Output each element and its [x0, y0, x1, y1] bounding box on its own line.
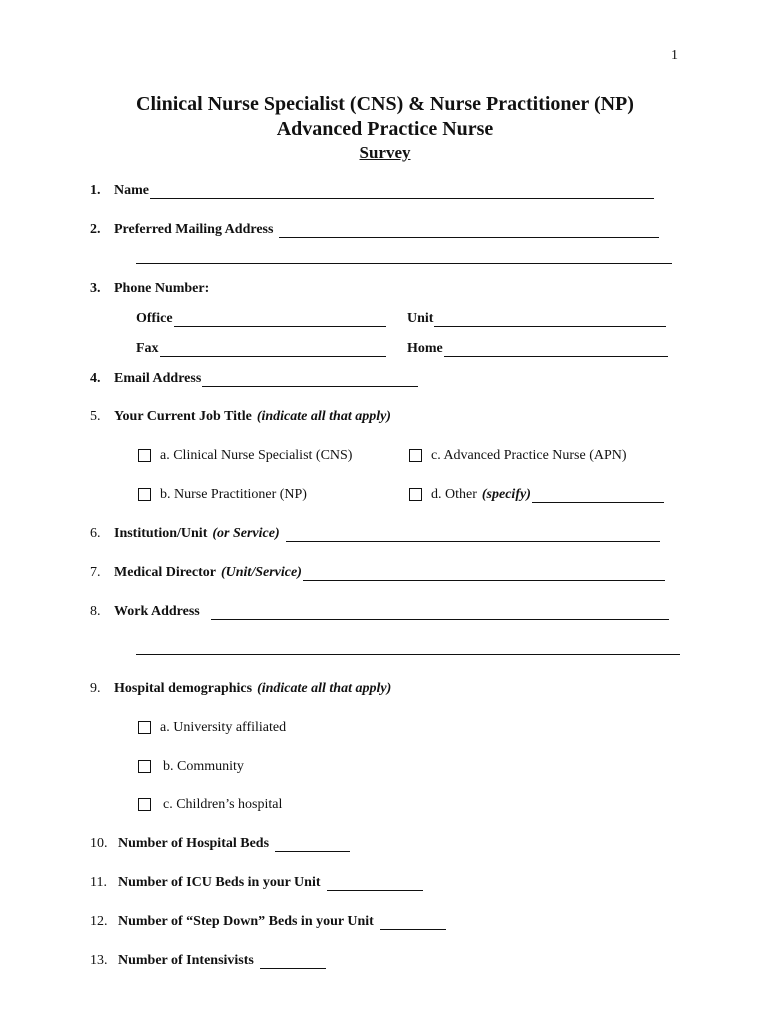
mailing-address-label: Preferred Mailing Address: [114, 222, 274, 237]
checkbox[interactable]: [409, 449, 422, 462]
hospital-demographics-hint: (indicate all that apply): [257, 681, 392, 696]
checkbox[interactable]: [138, 798, 151, 811]
hospital-demographics-label: Hospital demographics: [114, 681, 253, 696]
checkbox[interactable]: [409, 488, 422, 501]
checkbox[interactable]: [138, 488, 151, 501]
office-phone-field[interactable]: [174, 312, 386, 327]
question-11: [90, 873, 423, 891]
question-7: [90, 563, 665, 581]
question-3: [90, 279, 209, 297]
specify-hint: (specify): [481, 487, 531, 502]
step-down-beds-label: Number of “Step Down” Beds in your Unit: [118, 914, 374, 929]
job-option-np[interactable]: [138, 485, 307, 503]
intensivists-field[interactable]: [260, 954, 326, 969]
question-number: 11.: [90, 875, 107, 890]
question-12: [90, 912, 446, 930]
question-number: 2.: [90, 222, 101, 237]
phone-number-label: Phone Number:: [114, 281, 210, 296]
fax-field[interactable]: [160, 342, 386, 357]
job-title-label: Your Current Job Title: [114, 409, 252, 424]
home-phone-field[interactable]: [444, 342, 668, 357]
question-number: 3.: [90, 281, 101, 296]
question-number: 10.: [90, 836, 108, 851]
hospital-option-university[interactable]: [138, 718, 286, 736]
icu-beds-field[interactable]: [327, 876, 423, 891]
fax-row: [136, 339, 386, 357]
unit-phone-row: [407, 309, 666, 327]
fax-label: Fax: [136, 341, 159, 356]
hospital-option-community[interactable]: [138, 757, 244, 775]
question-number: 7.: [90, 565, 101, 580]
home-label: Home: [407, 341, 443, 356]
name-label: Name: [114, 183, 149, 198]
question-13: [90, 951, 326, 969]
checkbox[interactable]: [138, 760, 151, 773]
question-5: [90, 407, 391, 425]
question-number: 4.: [90, 371, 101, 386]
option-label: b. Community: [163, 759, 244, 774]
work-address-label: Work Address: [114, 604, 200, 619]
medical-director-label: Medical Director: [114, 565, 216, 580]
question-number: 6.: [90, 526, 101, 541]
job-option-other[interactable]: [409, 485, 664, 503]
institution-field[interactable]: [286, 527, 660, 542]
question-1: [90, 181, 654, 199]
question-4: [90, 369, 418, 387]
option-label: c. Children’s hospital: [163, 797, 283, 812]
mailing-address-field[interactable]: [279, 223, 659, 238]
work-address-field-line2[interactable]: [136, 654, 680, 655]
page-number: 1: [671, 48, 678, 63]
job-title-hint: (indicate all that apply): [256, 409, 391, 424]
hospital-option-childrens[interactable]: [138, 795, 282, 813]
question-number: 9.: [90, 681, 101, 696]
home-phone-row: [407, 339, 668, 357]
intensivists-label: Number of Intensivists: [118, 953, 254, 968]
form-subtitle: Advanced Practice Nurse: [276, 118, 494, 140]
checkbox[interactable]: [138, 721, 151, 734]
medical-director-field[interactable]: [303, 566, 665, 581]
step-down-beds-field[interactable]: [380, 915, 446, 930]
question-number: 12.: [90, 914, 108, 929]
checkbox[interactable]: [138, 449, 151, 462]
question-10: [90, 834, 350, 852]
question-2: [90, 220, 659, 238]
question-number: 5.: [90, 409, 101, 424]
hospital-beds-field[interactable]: [275, 837, 350, 852]
question-6: [90, 524, 660, 542]
unit-phone-field[interactable]: [434, 312, 666, 327]
question-number: 8.: [90, 604, 101, 619]
name-field[interactable]: [150, 184, 654, 199]
email-label: Email Address: [114, 371, 202, 386]
survey-heading: Survey: [359, 143, 411, 162]
option-label: d. Other: [431, 487, 477, 502]
institution-hint: (or Service): [212, 526, 280, 541]
office-phone-row: [136, 309, 386, 327]
option-label: a. University affiliated: [160, 720, 287, 735]
job-option-apn[interactable]: [409, 446, 627, 464]
option-label: b. Nurse Practitioner (NP): [160, 487, 307, 502]
question-number: 1.: [90, 183, 101, 198]
question-number: 13.: [90, 953, 108, 968]
email-field[interactable]: [202, 372, 418, 387]
hospital-beds-label: Number of Hospital Beds: [118, 836, 270, 851]
job-option-cns[interactable]: [138, 446, 352, 464]
institution-label: Institution/Unit: [114, 526, 208, 541]
office-label: Office: [136, 311, 173, 326]
icu-beds-label: Number of ICU Beds in your Unit: [118, 875, 321, 890]
question-8: [90, 602, 669, 620]
unit-label: Unit: [407, 311, 434, 326]
option-label: a. Clinical Nurse Specialist (CNS): [160, 448, 353, 463]
other-specify-field[interactable]: [532, 488, 664, 503]
work-address-field[interactable]: [211, 605, 669, 620]
form-title: Clinical Nurse Specialist (CNS) & Nurse Practitioner (NP): [136, 93, 634, 115]
mailing-address-field-line2[interactable]: [136, 263, 672, 264]
question-9: [90, 679, 391, 697]
medical-director-hint: (Unit/Service): [220, 565, 302, 580]
option-label: c. Advanced Practice Nurse (APN): [431, 448, 627, 463]
